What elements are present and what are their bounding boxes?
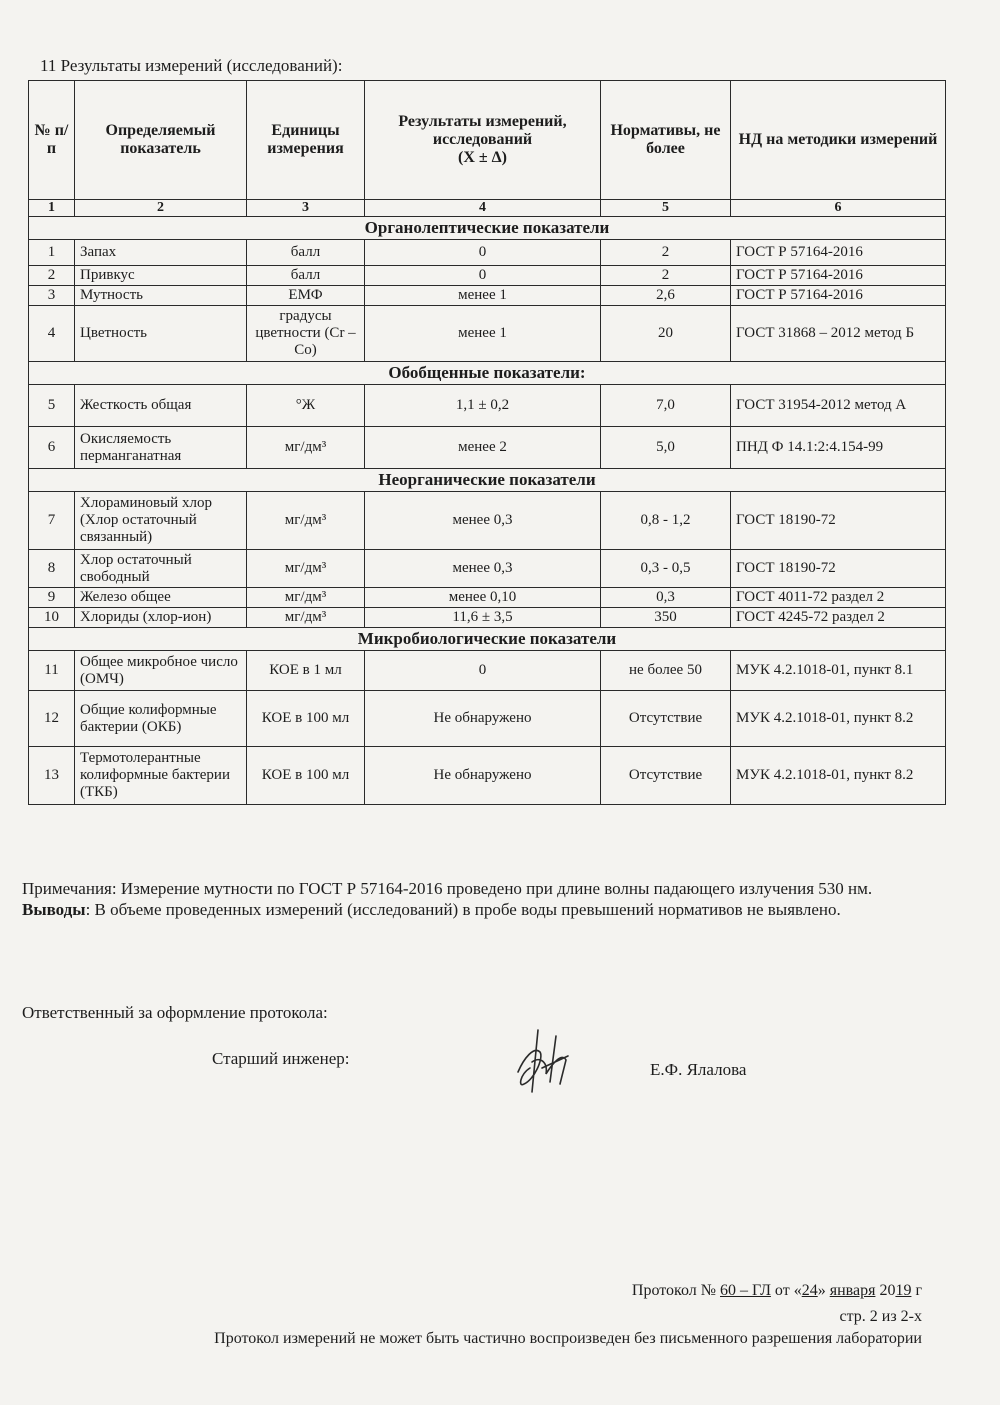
- col-number: 5: [601, 200, 731, 217]
- cell-norm: Отсутствие: [601, 691, 731, 747]
- position-label: Старший инженер:: [212, 1049, 350, 1068]
- cell-num: 13: [29, 747, 75, 805]
- cell-method: ГОСТ 31954-2012 метод А: [731, 385, 946, 427]
- cell-indicator: Привкус: [75, 266, 247, 286]
- cell-result: 0: [365, 651, 601, 691]
- header-indicator: Определяемый показатель: [75, 81, 247, 200]
- cell-unit: КОЕ в 1 мл: [247, 651, 365, 691]
- cell-num: 1: [29, 240, 75, 266]
- table-row: [29, 427, 946, 469]
- protocol-month: января: [829, 1282, 876, 1299]
- cell-result: 0: [365, 240, 601, 266]
- cell-indicator: Общее микробное число (ОМЧ): [75, 651, 247, 691]
- cell-result: менее 2: [365, 427, 601, 469]
- protocol-end: г: [911, 1282, 922, 1299]
- table-row: [29, 608, 946, 628]
- col-number: 1: [29, 200, 75, 217]
- cell-num: 8: [29, 550, 75, 588]
- cell-indicator: Мутность: [75, 286, 247, 306]
- cell-result: менее 0,10: [365, 588, 601, 608]
- cell-indicator: Хлораминовый хлор (Хлор остаточный связанный): [75, 492, 247, 550]
- cell-num: 10: [29, 608, 75, 628]
- table-row: [29, 266, 946, 286]
- conclusion: [22, 899, 932, 920]
- cell-result: менее 1: [365, 306, 601, 362]
- responsible-label: Ответственный за оформление протокола:: [22, 1003, 328, 1022]
- cell-method: ГОСТ 31868 – 2012 метод Б: [731, 306, 946, 362]
- group-title: Обобщенные показатели:: [29, 362, 946, 385]
- cell-indicator: Жесткость общая: [75, 385, 247, 427]
- cell-result: менее 0,3: [365, 550, 601, 588]
- section-title: 11 Результаты измерений (исследований):: [40, 56, 343, 75]
- group-row: [29, 628, 946, 651]
- table-row: [29, 306, 946, 362]
- cell-unit: балл: [247, 266, 365, 286]
- cell-norm: 2: [601, 266, 731, 286]
- column-numbers-row: [29, 200, 946, 217]
- cell-method: ГОСТ 18190-72: [731, 492, 946, 550]
- cell-unit: КОЕ в 100 мл: [247, 691, 365, 747]
- cell-method: ГОСТ Р 57164-2016: [731, 266, 946, 286]
- cell-result: 0: [365, 266, 601, 286]
- person-name: Е.Ф. Ялалова: [650, 1060, 747, 1079]
- results-table: [28, 80, 946, 805]
- cell-result: Не обнаружено: [365, 691, 601, 747]
- group-title: Неорганические показатели: [29, 469, 946, 492]
- protocol-mid2: »: [817, 1282, 830, 1299]
- cell-method: ГОСТ Р 57164-2016: [731, 240, 946, 266]
- cell-unit: мг/дм³: [247, 427, 365, 469]
- table-row: [29, 691, 946, 747]
- header-result: [365, 81, 601, 200]
- signature: [490, 1022, 590, 1098]
- cell-method: МУК 4.2.1018-01, пункт 8.2: [731, 691, 946, 747]
- cell-method: ГОСТ 4245-72 раздел 2: [731, 608, 946, 628]
- cell-method: ГОСТ 18190-72: [731, 550, 946, 588]
- group-title: Органолептические показатели: [29, 217, 946, 240]
- cell-norm: 0,3: [601, 588, 731, 608]
- header-result-formula: (X ± Δ): [457, 149, 508, 166]
- cell-num: 7: [29, 492, 75, 550]
- cell-norm: 7,0: [601, 385, 731, 427]
- header-num: № п/п: [29, 81, 75, 200]
- protocol-day: 24: [801, 1282, 818, 1299]
- cell-num: 5: [29, 385, 75, 427]
- cell-result: Не обнаружено: [365, 747, 601, 805]
- cell-unit: °Ж: [247, 385, 365, 427]
- protocol-year-prefix: 20: [875, 1282, 896, 1299]
- cell-indicator: Хлориды (хлор-ион): [75, 608, 247, 628]
- col-number: 4: [365, 200, 601, 217]
- group-title: Микробиологические показатели: [29, 628, 946, 651]
- cell-indicator: Железо общее: [75, 588, 247, 608]
- cell-unit: мг/дм³: [247, 492, 365, 550]
- col-number: 3: [247, 200, 365, 217]
- table-row: [29, 385, 946, 427]
- table-row: [29, 651, 946, 691]
- cell-num: 9: [29, 588, 75, 608]
- cell-norm: 5,0: [601, 427, 731, 469]
- cell-method: МУК 4.2.1018-01, пункт 8.1: [731, 651, 946, 691]
- cell-norm: 2,6: [601, 286, 731, 306]
- notes-block: [22, 878, 932, 920]
- table-row: [29, 492, 946, 550]
- cell-norm: 20: [601, 306, 731, 362]
- header-result-label: Результаты измерений, исследований: [398, 113, 567, 148]
- cell-norm: 2: [601, 240, 731, 266]
- note-text: Примечания: Измерение мутности по ГОСТ Р 57164-2016 проведено при длине волны падающего излучения 530 нм.: [22, 879, 873, 898]
- cell-result: менее 0,3: [365, 492, 601, 550]
- header-unit: Единицы измерения: [247, 81, 365, 200]
- table-row: [29, 286, 946, 306]
- cell-method: ГОСТ 4011-72 раздел 2: [731, 588, 946, 608]
- protocol-line: [632, 1282, 922, 1300]
- cell-num: 3: [29, 286, 75, 306]
- cell-method: МУК 4.2.1018-01, пункт 8.2: [731, 747, 946, 805]
- cell-indicator: Окисляемость перманганатная: [75, 427, 247, 469]
- protocol-number: 60 – ГЛ: [720, 1282, 771, 1299]
- cell-indicator: Запах: [75, 240, 247, 266]
- cell-num: 12: [29, 691, 75, 747]
- protocol-mid: от «: [770, 1282, 802, 1299]
- cell-norm: 0,8 - 1,2: [601, 492, 731, 550]
- cell-num: 4: [29, 306, 75, 362]
- col-number: 6: [731, 200, 946, 217]
- col-number: 2: [75, 200, 247, 217]
- cell-method: ГОСТ Р 57164-2016: [731, 286, 946, 306]
- cell-result: менее 1: [365, 286, 601, 306]
- protocol-prefix: Протокол №: [631, 1282, 721, 1299]
- conclusion-label: Выводы: [22, 900, 86, 919]
- cell-norm: 0,3 - 0,5: [601, 550, 731, 588]
- cell-unit: балл: [247, 240, 365, 266]
- header-row: [29, 81, 946, 200]
- cell-unit: мг/дм³: [247, 608, 365, 628]
- cell-result: 11,6 ± 3,5: [365, 608, 601, 628]
- header-norm: Нормативы, не более: [601, 81, 731, 200]
- group-row: [29, 469, 946, 492]
- cell-indicator: Хлор остаточный свободный: [75, 550, 247, 588]
- cell-unit: градусы цветности (Cr – Co): [247, 306, 365, 362]
- cell-num: 11: [29, 651, 75, 691]
- cell-indicator: Общие колиформные бактерии (ОКБ): [75, 691, 247, 747]
- cell-norm: 350: [601, 608, 731, 628]
- conclusion-text: : В объеме проведенных измерений (исследований) в пробе воды превышений нормативов не выявлено.: [85, 900, 841, 919]
- cell-indicator: Термотолерантные колиформные бактерии (ТКБ): [75, 747, 247, 805]
- cell-indicator: Цветность: [75, 306, 247, 362]
- group-row: [29, 362, 946, 385]
- protocol-year-suffix: 19: [895, 1282, 912, 1299]
- table-row: [29, 550, 946, 588]
- table-row: [29, 747, 946, 805]
- cell-unit: КОЕ в 100 мл: [247, 747, 365, 805]
- cell-unit: ЕМФ: [247, 286, 365, 306]
- disclaimer: Протокол измерений не может быть частично воспроизведен без письменного разрешения лаборатории: [214, 1330, 922, 1347]
- table-row: [29, 240, 946, 266]
- table-row: [29, 588, 946, 608]
- cell-unit: мг/дм³: [247, 588, 365, 608]
- cell-result: 1,1 ± 0,2: [365, 385, 601, 427]
- cell-num: 2: [29, 266, 75, 286]
- cell-norm: Отсутствие: [601, 747, 731, 805]
- cell-norm: не более 50: [601, 651, 731, 691]
- cell-unit: мг/дм³: [247, 550, 365, 588]
- group-row: [29, 217, 946, 240]
- cell-method: ПНД Ф 14.1:2:4.154-99: [731, 427, 946, 469]
- cell-num: 6: [29, 427, 75, 469]
- header-method: НД на методики измерений: [731, 81, 946, 200]
- page-info: стр. 2 из 2-х: [839, 1308, 922, 1325]
